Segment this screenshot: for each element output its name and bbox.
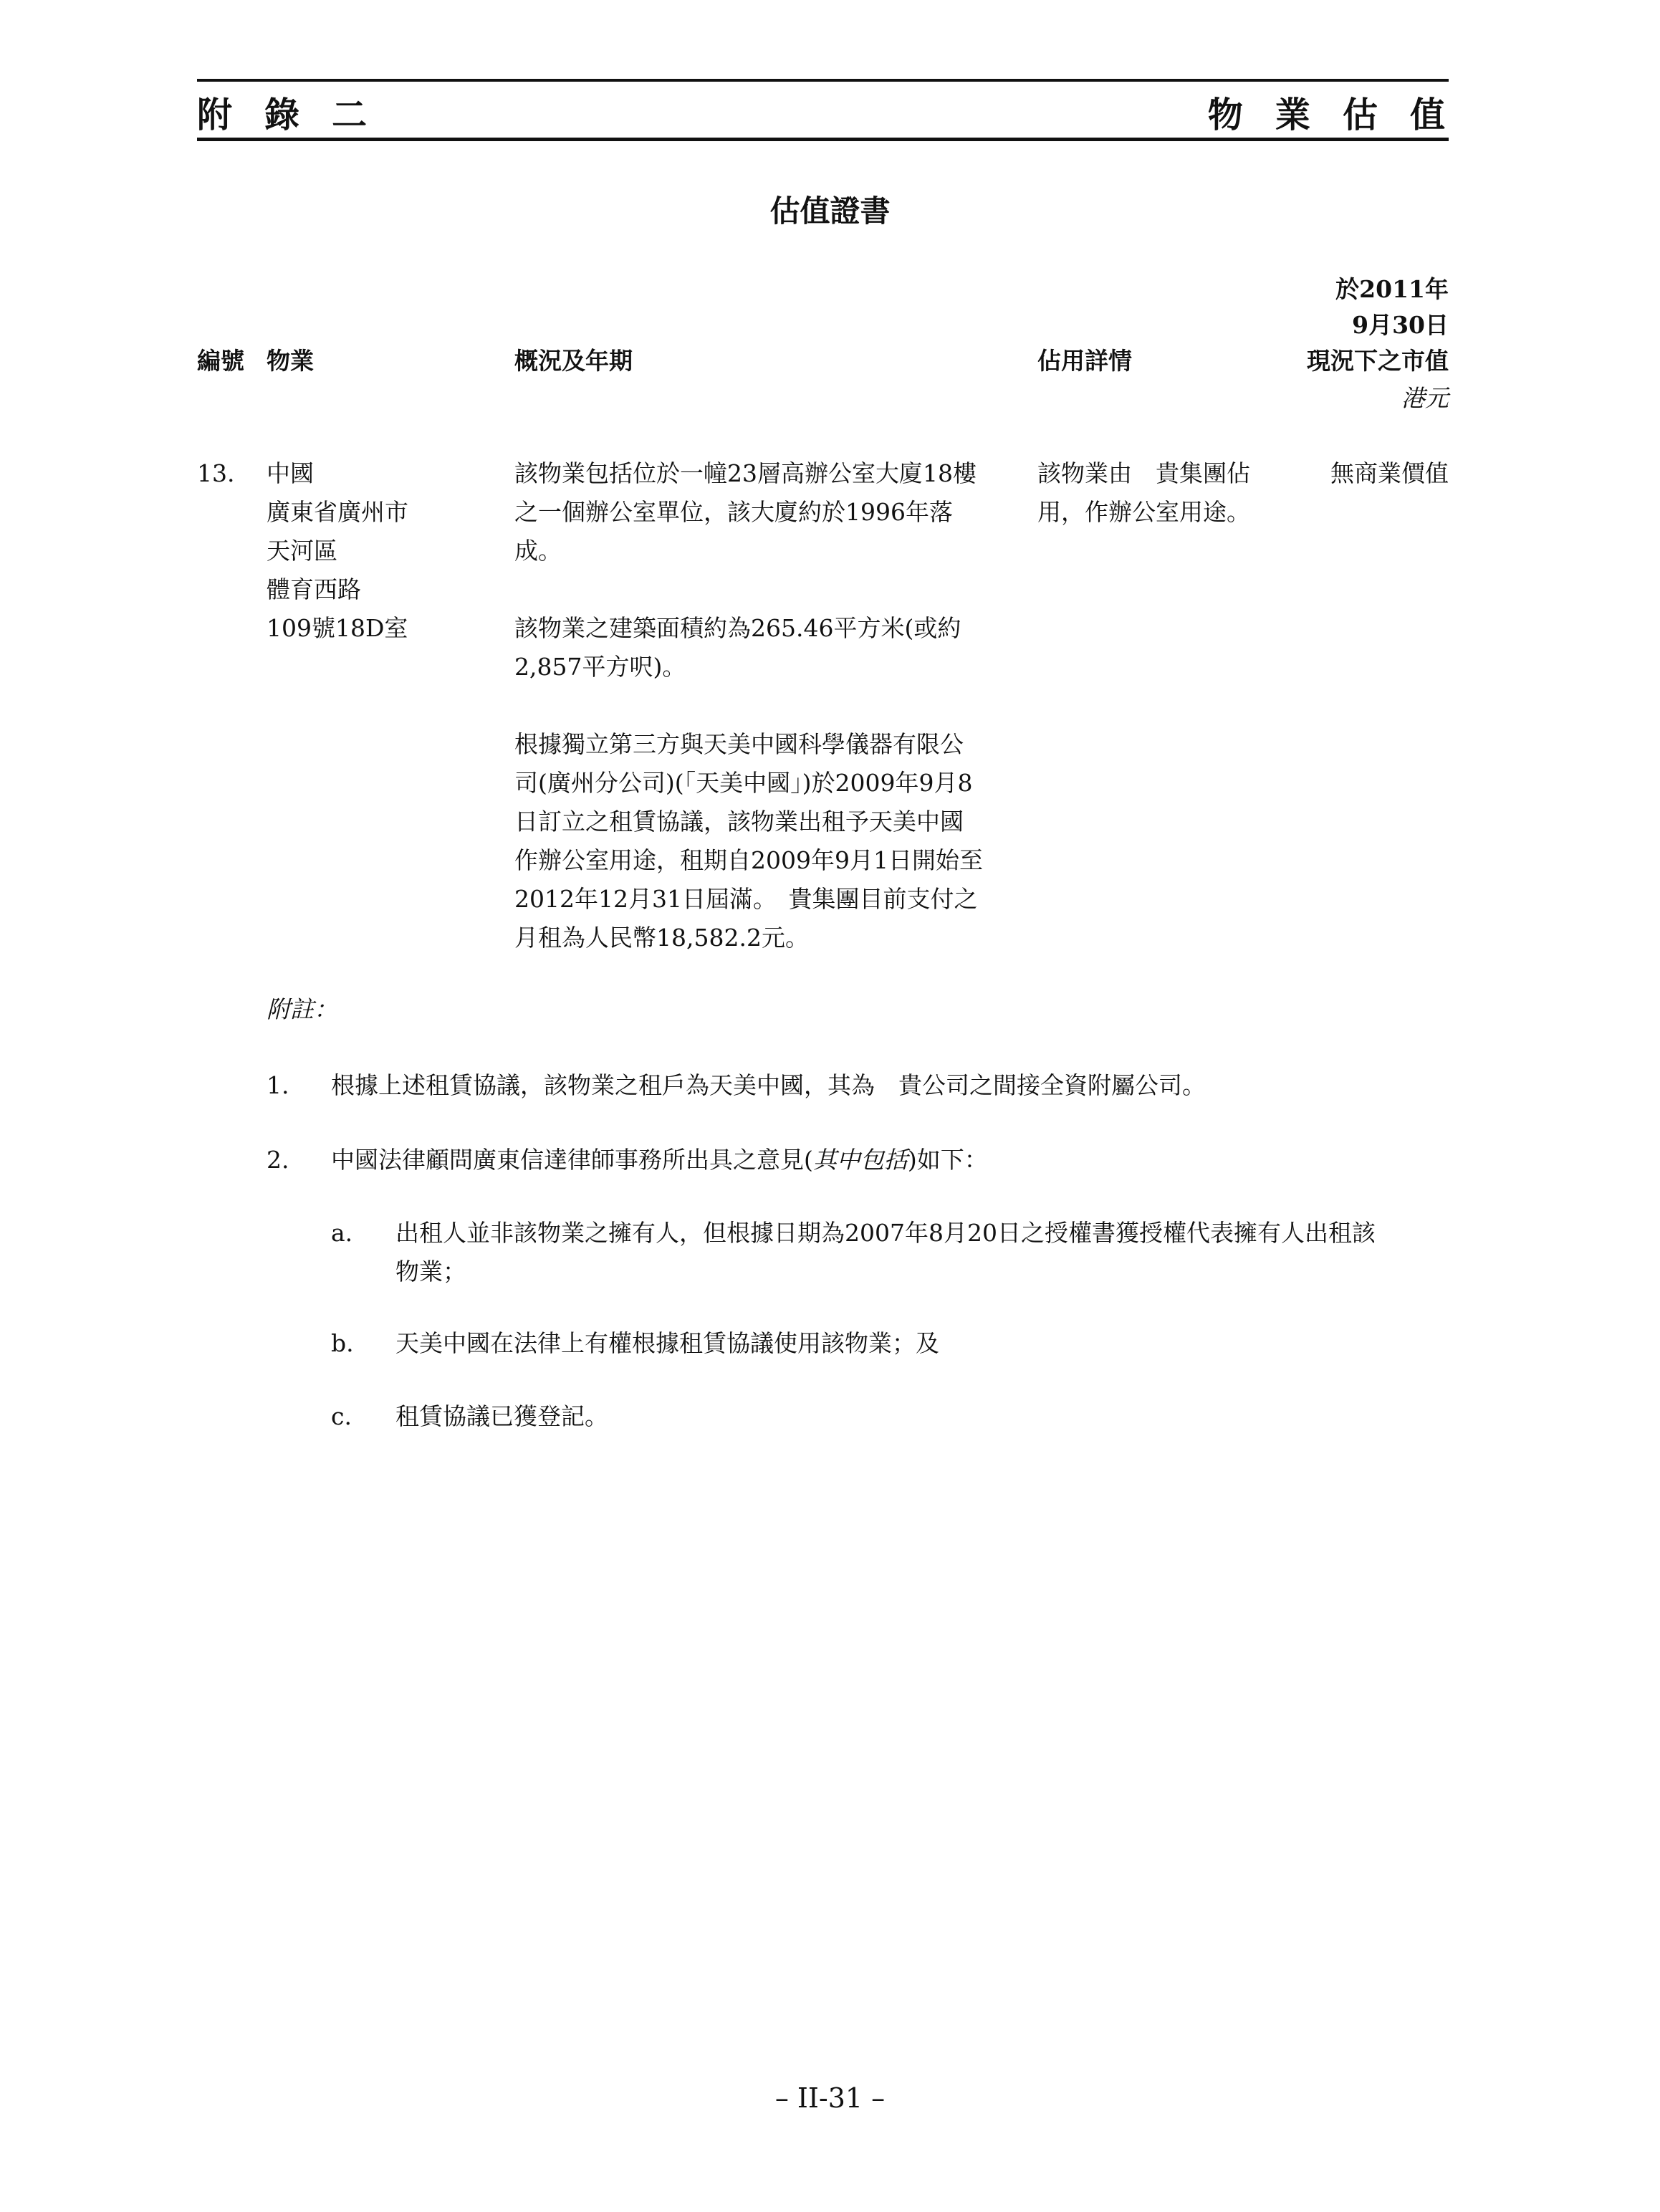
note-2-text-after: )如下： (907, 1146, 988, 1174)
market-value (1330, 454, 1449, 493)
col-header-value-line-3: 現況下之市值 (1307, 347, 1449, 375)
address-line: 109號18D室 (267, 614, 408, 642)
subitem-a-line: 出租人並非該物業之擁有人，但根據日期為2007年8月20日之授權書獲授權代表擁有人出租該 (395, 1219, 1376, 1247)
description-line: 之一個辦公室單位，該大廈約於1996年落 (514, 498, 953, 526)
description-paragraph-1 (514, 454, 983, 570)
description-line: 根據獨立第三方與天美中國科學儀器有限公 (514, 730, 964, 758)
appendix-label: 附 錄 二 (197, 94, 378, 135)
occupancy-line: 該物業由 貴集團佔 (1037, 459, 1250, 487)
description-paragraph-2 (514, 609, 983, 686)
header-top-rule (197, 79, 1449, 82)
market-value-text: 無商業價值 (1330, 459, 1449, 487)
description-line: 作辦公室用途，租期自2009年9月1日開始至 (514, 846, 983, 874)
page-title: 估值證書 (769, 193, 891, 229)
subitem-c-label: c. (331, 1402, 352, 1430)
subitem-a-line: 物業； (395, 1258, 466, 1285)
description-line: 該物業包括位於一幢23層高辦公室大廈18樓 (514, 459, 977, 487)
note-2-text (331, 1141, 988, 1179)
address-line: 天河區 (267, 537, 337, 565)
property-address (267, 454, 408, 648)
page-number: – II-31 – (774, 2082, 886, 2114)
description-paragraph-3 (514, 725, 983, 957)
col-header-occupancy: 佔用詳情 (1037, 347, 1132, 375)
note-1-number: 1. (267, 1071, 289, 1099)
note-2-number: 2. (267, 1146, 289, 1174)
header-bottom-rule (197, 138, 1449, 141)
notes-heading: 附註： (267, 995, 337, 1023)
subitem-a-text (395, 1214, 1376, 1291)
description-line: 日訂立之租賃協議，該物業出租予天美中國 (514, 808, 964, 836)
description-line: 2,857平方呎)。 (514, 653, 686, 681)
description-line: 月租為人民幣18,582.2元。 (514, 924, 809, 952)
occupancy-column (1037, 454, 1250, 532)
col-header-value-line-1: 於2011年 (1335, 275, 1449, 303)
col-header-value-line-2: 9月30日 (1352, 311, 1449, 339)
section-label: 物 業 估 值 (1207, 94, 1455, 135)
address-line: 體育西路 (267, 575, 361, 603)
address-line: 中國 (267, 459, 314, 487)
description-line: 司(廣州分公司)(「天美中國」)於2009年9月8 (514, 769, 973, 797)
occupancy-line: 用，作辦公室用途。 (1037, 498, 1250, 526)
col-header-no: 編號 (197, 347, 244, 375)
row-number-text: 13. (197, 459, 235, 487)
subitem-c-text: 租賃協議已獲登記。 (395, 1402, 608, 1430)
col-header-description: 概況及年期 (514, 347, 633, 375)
address-line: 廣東省廣州市 (267, 498, 408, 526)
subitem-a-label: a. (331, 1219, 353, 1247)
subitem-b-text: 天美中國在法律上有權根據租賃協議使用該物業；及 (395, 1329, 939, 1357)
col-header-currency: 港元 (1401, 384, 1449, 412)
subitem-b-label: b. (331, 1329, 354, 1357)
note-1-text: 根據上述租賃協議，該物業之租戶為天美中國，其為 貴公司之間接全資附屬公司。 (331, 1071, 1206, 1099)
description-line: 該物業之建築面積約為265.46平方米(或約 (514, 614, 961, 642)
row-number (197, 454, 234, 493)
description-column (514, 454, 983, 957)
note-2-text-italic: 其中包括 (812, 1146, 908, 1174)
description-line: 成。 (514, 537, 562, 565)
col-header-property: 物業 (267, 347, 314, 375)
note-2-text-before: 中國法律顧問廣東信達律師事務所出具之意見( (331, 1146, 813, 1174)
description-line: 2012年12月31日屆滿。 貴集團目前支付之 (514, 885, 978, 913)
